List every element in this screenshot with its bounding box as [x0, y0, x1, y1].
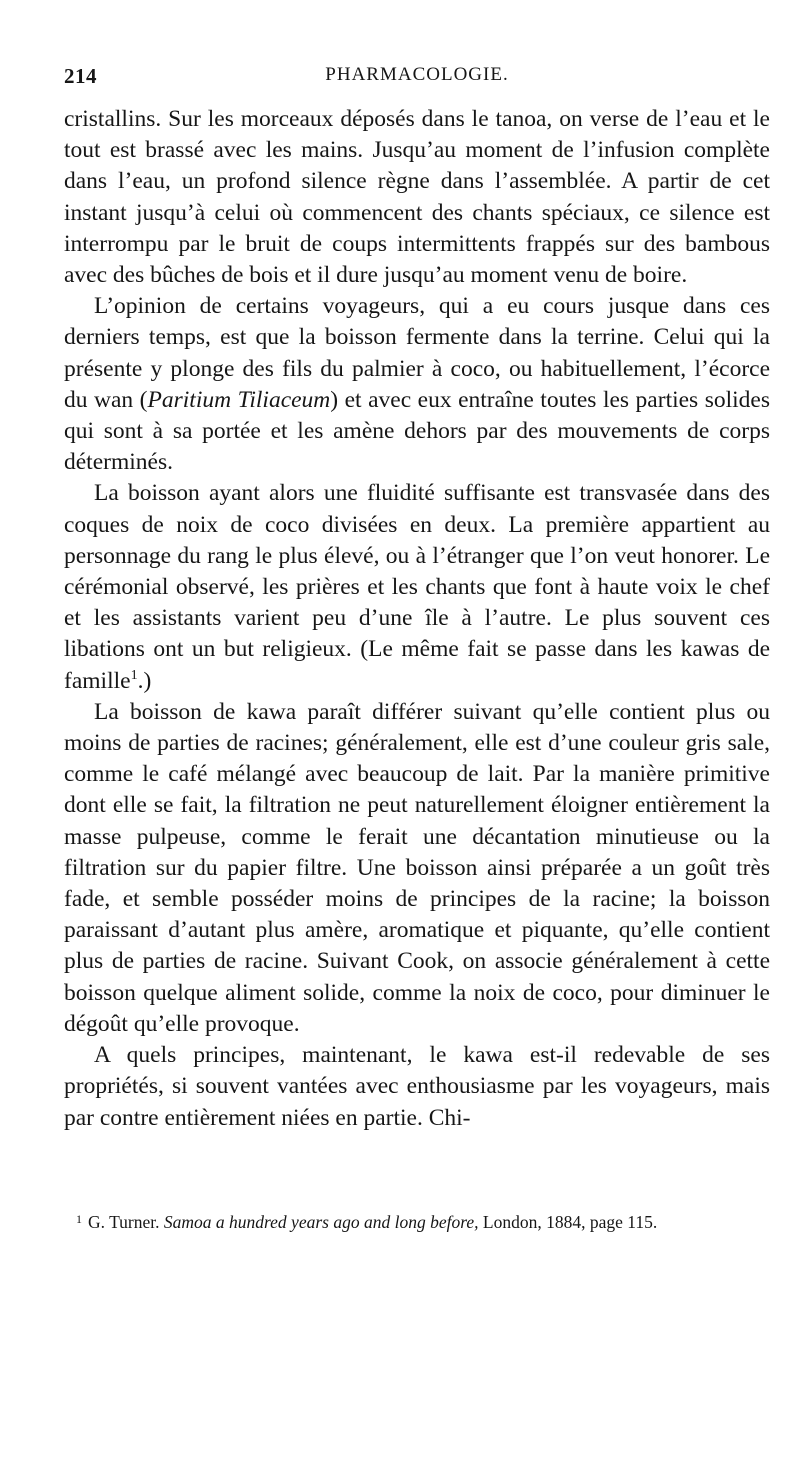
- page-header: [64, 64, 770, 104]
- footnote-mark: 1: [76, 1211, 82, 1226]
- body-text: [64, 104, 770, 1134]
- footnote-details: London, 1884, page 115.: [482, 1211, 658, 1232]
- botanical-name: Paritium Tiliaceum: [147, 386, 331, 413]
- paragraph-3-start: La boisson ayant alors une fluidité suffisante est transvasée dans des coques de noix de coco divisées en deux. La première appartient au personnage du rang le plus élevé, ou à l’étranger que l’on veut honorer. Le cérémonial observé, les prières et les chants que font à haute voix le chef et les assistants varient peu d’une île à l’autre. Le plus souvent ces libations ont un but religieux. (Le même fait se passe dans les kawas de famille: [64, 480, 770, 694]
- running-title: PHARMACOLOGIE.: [325, 64, 509, 85]
- footnotes: [64, 1208, 770, 1234]
- footnote-1: [64, 1208, 770, 1234]
- paragraph-4: La boisson de kawa paraît différer suivant qu’elle contient plus ou moins de parties de racines; généralement, elle est d’une couleur gris sale, comme le café mélangé avec beaucoup de lait. Par la manière primitive dont elle se fait, la filtration ne peut naturellement éloigner entièrement la masse pulpeuse, comme le ferait une décantation minutieuse ou la filtration sur du papier filtre. Une boisson ainsi préparée a un goût très fade, et semble posséder moins de principes de la racine; la boisson paraissant d’autant plus amère, aromatique et piquante, qu’elle contient plus de parties de racine. Suivant Cook, on associe généralement à cette boisson quelque aliment solide, comme la noix de coco, pour diminuer le dégoût qu’elle provoque.: [64, 698, 770, 1037]
- book-page: [64, 64, 770, 1234]
- paragraph-3-end: .): [137, 667, 152, 694]
- paragraph-3: [64, 478, 770, 696]
- footnote-title: Samoa a hundred years ago and long before,: [163, 1211, 479, 1232]
- page-number: 214: [64, 64, 97, 88]
- paragraph-2-end: ) et avec eux entraîne toutes les parties solides qui sont à sa portée et les amène dehors par des mouvements de corps déterminés.: [64, 386, 770, 476]
- paragraph-1: cristallins. Sur les morceaux déposés dans le tanoa, on verse de l’eau et le tout est brassé avec les mains. Jusqu’au moment de l’infusion complète dans l’eau, un profond silence règne dans l’assemblée. A partir de cet instant jusqu’à celui où commencent des chants spéciaux, ce silence est interrompu par le bruit de coups intermittents frappés sur des bambous avec des bûches de bois et il dure jusqu’au moment venu de boire.: [64, 106, 770, 289]
- paragraph-2: [64, 291, 770, 478]
- footnote-reference[interactable]: 1: [130, 666, 138, 683]
- paragraph-5: A quels principes, maintenant, le kawa est-il redevable de ses propriétés, si souvent vantées avec enthousiasme par les voyageurs, mais par contre entièrement niées en partie. Chi-: [64, 1042, 770, 1131]
- footnote-author: G. Turner.: [88, 1211, 160, 1232]
- paragraph-2-start: L’opinion de certains voyageurs, qui a eu cours jusque dans ces derniers temps, est que la boisson fermente dans la terrine. Celui qui la présente y plonge des fils du palmier à coco, ou habituellement, l’écorce du wan (: [64, 293, 770, 413]
